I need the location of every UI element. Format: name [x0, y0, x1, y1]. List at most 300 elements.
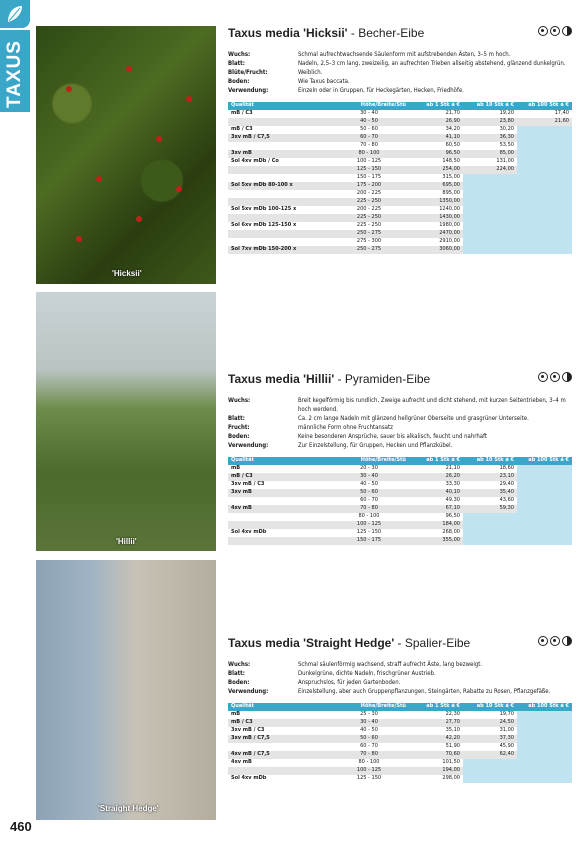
table-cell: Sol 6xv mDb 125-150 x [231, 222, 297, 229]
table-cell: 250 - 275 [329, 246, 409, 254]
table-cell: 200 - 225 [356, 206, 382, 213]
column-header: Höhe/Breite/Stü [329, 703, 409, 711]
partial-shade-icon [550, 26, 560, 36]
table-cell: 50 - 60 [360, 126, 378, 133]
table-cell [517, 222, 572, 230]
column-header: Höhe/Breite/Stü [329, 457, 409, 465]
table-cell: mB [231, 465, 241, 472]
description-value: Anspruchslos, für jeden Gartenboden. [298, 679, 401, 686]
table-cell: 35,10 [445, 727, 460, 734]
table-cell [517, 198, 572, 206]
category-label: TAXUS [4, 40, 25, 108]
description-row [228, 86, 572, 95]
description-key: Wuchs: [228, 51, 251, 58]
table-cell: 35,40 [463, 489, 517, 497]
table-row [228, 759, 572, 767]
table-cell [228, 198, 329, 206]
table-cell: 101,50 [442, 759, 460, 766]
table-cell: 30,20 [499, 126, 514, 133]
column-header: ab 100 Stk á € [517, 457, 572, 465]
table-cell [517, 481, 572, 489]
table-cell [517, 735, 572, 743]
table-cell [517, 711, 572, 719]
table-cell: 17,40 [554, 110, 569, 117]
light-symbols [538, 636, 572, 646]
description-row [228, 432, 572, 441]
table-cell: 70,60 [409, 751, 463, 759]
table-cell: 100 - 125 [329, 767, 409, 775]
table-cell: mB / C3 [228, 473, 329, 481]
column-header: Qualität [228, 703, 329, 711]
photo-caption: 'Hillii' [116, 537, 137, 546]
table-row [228, 206, 572, 214]
table-cell: 59,30 [463, 505, 517, 513]
table-cell: 1350,00 [409, 198, 463, 206]
table-cell: 4xv mB [228, 505, 329, 513]
description-value: Einzeln oder in Gruppen, für Heckegärten, Hecken, Friedhöfe. [298, 87, 464, 94]
table-cell: Sol 4xv mDb / Co [231, 158, 279, 165]
table-cell: 18,60 [499, 465, 514, 472]
column-header: ab 10 Stk á € [463, 457, 517, 465]
table-cell: 20 - 30 [360, 465, 378, 472]
table-row [228, 513, 572, 521]
table-cell: 42,20 [409, 735, 463, 743]
table-cell [517, 142, 572, 150]
description-key: Blüte/Frucht: [228, 69, 268, 76]
sun-icon [538, 636, 548, 646]
table-row [228, 190, 572, 198]
table-cell: mB [231, 711, 241, 718]
table-cell [517, 166, 572, 174]
column-header: ab 1 Stk á € [409, 102, 463, 110]
table-row [228, 751, 572, 759]
column-header: Qualität [228, 457, 329, 465]
table-cell: 40 - 50 [360, 481, 378, 488]
table-row [228, 775, 572, 783]
table-row [228, 150, 572, 158]
table-cell [228, 513, 329, 521]
table-cell: 2470,00 [409, 230, 463, 238]
table-row [228, 719, 572, 727]
table-cell: 21,60 [517, 118, 572, 126]
photo-caption: 'Hicksii' [112, 269, 142, 278]
table-cell [517, 182, 572, 190]
table-cell: 62,40 [463, 751, 517, 759]
product-section-straight-hedge [228, 636, 572, 783]
table-cell [463, 775, 517, 783]
description-row [228, 414, 572, 423]
table-cell: 21,10 [445, 465, 460, 472]
table-cell: 225 - 250 [329, 214, 409, 222]
column-header: ab 10 Stk á € [463, 102, 517, 110]
table-cell: 70 - 80 [329, 505, 409, 513]
table-cell: 33,30 [445, 481, 460, 488]
description-key: Blatt: [228, 670, 245, 677]
table-cell [517, 489, 572, 497]
table-cell [517, 497, 572, 505]
description-value: Ca. 2 cm lange Nadeln mit glänzend hellgrüner Oberseite und grasgrüner Unterseite. [298, 415, 529, 422]
light-symbols [538, 26, 572, 36]
table-cell [517, 465, 572, 473]
table-row [228, 711, 572, 719]
column-header: ab 100 Stk á € [517, 102, 572, 110]
column-header: Höhe/Breite/Stü [329, 102, 409, 110]
table-cell: 3xv mB / C3 [231, 727, 265, 734]
table-cell: 23,10 [463, 473, 517, 481]
table-cell: 27,70 [409, 719, 463, 727]
description-key: Wuchs: [228, 661, 251, 668]
table-cell: 51,90 [445, 743, 460, 750]
photo-hicksii [36, 26, 216, 284]
column-header: ab 100 Stk á € [517, 703, 572, 711]
column-header: ab 1 Stk á € [409, 457, 463, 465]
description-value: Weiblich. [298, 69, 323, 76]
table-cell: 36,30 [463, 134, 517, 142]
table-cell: 1980,00 [439, 222, 460, 229]
table-cell [517, 174, 572, 182]
table-cell [517, 513, 572, 521]
table-cell: 695,00 [409, 182, 463, 190]
table-cell: 80 - 100 [358, 759, 380, 766]
photo-hillii [36, 292, 216, 551]
product-title: Taxus media 'Hicksii' - Becher-Eibe [228, 26, 572, 42]
table-cell: 194,00 [409, 767, 463, 775]
table-cell: 268,00 [442, 529, 460, 536]
table-cell [228, 118, 329, 126]
product-title: Taxus media 'Hillii' - Pyramiden-Eibe [228, 372, 572, 388]
table-cell [463, 246, 517, 254]
table-cell [228, 521, 329, 529]
description-key: Verwendung: [228, 87, 269, 94]
table-row [228, 481, 572, 489]
table-cell [517, 206, 572, 214]
table-row [228, 246, 572, 254]
description-key: Frucht: [228, 424, 250, 431]
shade-icon [562, 372, 572, 382]
description-value: Nadeln, 2,5–3 cm lang, zweizeilig, an aufrechten Trieben allseitig abstehend, glänzend dunkelgrün. [298, 60, 566, 67]
table-cell: 125 - 150 [356, 529, 382, 536]
table-cell: 150 - 175 [329, 537, 409, 545]
leaf-icon [0, 0, 30, 28]
table-cell [228, 537, 329, 545]
table-cell: 315,00 [442, 174, 460, 181]
table-cell: 1430,00 [409, 214, 463, 222]
table-cell [228, 142, 329, 150]
table-cell: 225 - 250 [356, 222, 382, 229]
product-description [228, 660, 572, 696]
sun-icon [538, 372, 548, 382]
table-row [228, 743, 572, 751]
table-cell: 3xv mB [228, 150, 329, 158]
photo-straight-hedge [36, 560, 216, 820]
table-row [228, 158, 572, 166]
description-row [228, 50, 572, 59]
table-cell [463, 529, 517, 537]
table-cell: 148,50 [442, 158, 460, 165]
table-cell [228, 214, 329, 222]
table-cell: 200 - 225 [356, 190, 382, 197]
table-cell: 225 - 250 [329, 198, 409, 206]
table-cell: 40 - 50 [360, 727, 378, 734]
table-cell: mB / C3 [231, 110, 253, 117]
description-row [228, 68, 572, 77]
table-cell [517, 190, 572, 198]
table-cell: Sol 4xv mDb [231, 775, 267, 782]
table-cell: 45,90 [499, 743, 514, 750]
table-row [228, 521, 572, 529]
table-cell: 131,00 [496, 158, 514, 165]
table-cell: 19,20 [499, 110, 514, 117]
table-cell: 85,00 [463, 150, 517, 158]
table-row [228, 727, 572, 735]
table-cell: 25 - 30 [360, 711, 378, 718]
table-cell [517, 767, 572, 775]
table-cell: 19,70 [499, 711, 514, 718]
table-cell [463, 174, 517, 182]
description-value: Breit kegelförmig bis rundlich, Zweige aufrecht und dicht stehend, mit kurzen Seitentrieben, 3–4 m hoch werdend. [298, 397, 566, 413]
table-row [228, 505, 572, 513]
table-cell: 50 - 60 [329, 735, 409, 743]
table-cell: 80 - 100 [329, 150, 409, 158]
price-table [228, 457, 572, 545]
table-cell [463, 230, 517, 238]
column-header: ab 1 Stk á € [409, 703, 463, 711]
table-cell: 100 - 125 [356, 158, 382, 165]
table-cell: 22,30 [445, 711, 460, 718]
column-header: Qualität [228, 102, 329, 110]
table-cell: 67,10 [409, 505, 463, 513]
table-row [228, 198, 572, 206]
table-cell [463, 759, 517, 767]
table-cell: 26,20 [409, 473, 463, 481]
table-cell [517, 134, 572, 142]
shade-icon [562, 26, 572, 36]
table-cell: 37,30 [463, 735, 517, 743]
table-cell: 3xv mB / C7,5 [228, 735, 329, 743]
category-tab [0, 30, 30, 112]
table-cell: 184,00 [409, 521, 463, 529]
table-cell [517, 775, 572, 783]
table-cell: 26,90 [409, 118, 463, 126]
description-row [228, 669, 572, 678]
table-row [228, 222, 572, 230]
table-cell [463, 206, 517, 214]
table-cell: 355,00 [409, 537, 463, 545]
table-cell: 3060,00 [409, 246, 463, 254]
table-cell: 1240,00 [439, 206, 460, 213]
description-key: Verwendung: [228, 442, 269, 449]
table-row [228, 142, 572, 150]
table-cell [228, 166, 329, 174]
table-cell [517, 719, 572, 727]
partial-shade-icon [550, 372, 560, 382]
table-cell [228, 230, 329, 238]
table-cell [517, 126, 572, 134]
table-cell: 298,00 [442, 775, 460, 782]
table-cell [517, 743, 572, 751]
description-key: Wuchs: [228, 397, 251, 404]
table-cell [463, 767, 517, 775]
description-value: Dunkelgrüne, dichte Nadeln, frischgrüner Austrieb. [298, 670, 436, 677]
description-value: Zur Einzelstellung, für Gruppen, Hecken und Pflanzkübel. [298, 442, 453, 449]
table-row [228, 214, 572, 222]
table-cell: 80 - 100 [358, 513, 380, 520]
table-cell: 30 - 40 [360, 110, 378, 117]
table-row [228, 529, 572, 537]
table-cell: 224,00 [463, 166, 517, 174]
description-row [228, 678, 572, 687]
table-cell: 60 - 70 [360, 743, 378, 750]
table-cell [463, 521, 517, 529]
table-cell: 254,00 [409, 166, 463, 174]
table-cell: 96,50 [445, 513, 460, 520]
table-cell: 275 - 300 [356, 238, 382, 245]
table-cell [517, 521, 572, 529]
product-section-hicksii [228, 26, 572, 254]
table-row [228, 174, 572, 182]
table-cell: 125 - 150 [329, 166, 409, 174]
table-cell [517, 473, 572, 481]
table-cell: mB / C3 [231, 126, 253, 133]
table-row [228, 473, 572, 481]
description-value: Schmal säulenförmig wachsend, straff aufrecht Äste, lang bezweigt. [298, 661, 483, 668]
description-value: Schmal aufrechtwachsende Säulenform mit aufstrebenden Ästen, 3–5 m hoch. [298, 51, 511, 58]
description-value: Wie Taxus baccata. [298, 78, 350, 85]
table-cell: 43,60 [499, 497, 514, 504]
description-row [228, 687, 572, 696]
description-value: Einzelstellung, aber auch Gruppenpflanzungen, Steingärten, Rabatte zu Rosen, Pflanzgefäße. [298, 688, 551, 695]
description-value: männliche Form ohne Fruchtansatz [298, 424, 393, 431]
table-cell: 175 - 200 [329, 182, 409, 190]
table-cell: 24,50 [463, 719, 517, 727]
table-cell: 4xv mB [231, 759, 252, 766]
description-row [228, 423, 572, 432]
price-table [228, 102, 572, 254]
table-cell [517, 505, 572, 513]
table-cell: 30 - 40 [329, 719, 409, 727]
description-key: Verwendung: [228, 688, 269, 695]
table-cell: mB / C3 [228, 719, 329, 727]
table-cell: 21,70 [445, 110, 460, 117]
table-row [228, 465, 572, 473]
table-row [228, 134, 572, 142]
table-cell: 29,40 [499, 481, 514, 488]
table-cell [517, 158, 572, 166]
table-cell [228, 767, 329, 775]
table-cell: 23,80 [463, 118, 517, 126]
sidebar [0, 0, 30, 845]
table-cell [517, 759, 572, 767]
table-cell [228, 238, 329, 246]
shade-icon [562, 636, 572, 646]
price-table [228, 703, 572, 783]
table-cell: Sol 4xv mDb [231, 529, 267, 536]
table-row [228, 238, 572, 246]
description-row [228, 396, 572, 414]
table-cell [228, 743, 329, 751]
column-header: ab 10 Stk á € [463, 703, 517, 711]
table-cell [517, 537, 572, 545]
table-cell [463, 222, 517, 230]
product-title: Taxus media 'Straight Hedge' - Spalier-Eibe [228, 636, 572, 652]
table-row [228, 230, 572, 238]
table-cell [517, 238, 572, 246]
table-row [228, 767, 572, 775]
table-cell: 250 - 275 [329, 230, 409, 238]
light-symbols [538, 372, 572, 382]
table-cell: 150 - 175 [356, 174, 382, 181]
table-cell: Sol 5xv mDb 100-125 x [231, 206, 297, 213]
table-row [228, 182, 572, 190]
table-cell: 60 - 70 [360, 497, 378, 504]
table-cell: 96,50 [409, 150, 463, 158]
table-cell [463, 214, 517, 222]
table-cell [463, 537, 517, 545]
table-cell [517, 214, 572, 222]
page-number: 460 [10, 819, 32, 834]
description-row [228, 660, 572, 669]
table-row [228, 735, 572, 743]
table-row [228, 118, 572, 126]
product-description [228, 50, 572, 95]
product-section-hillii [228, 372, 572, 545]
table-cell [517, 751, 572, 759]
table-cell [463, 513, 517, 521]
table-cell: 34,20 [445, 126, 460, 133]
table-cell: 70 - 80 [360, 142, 378, 149]
table-row [228, 497, 572, 505]
description-key: Blatt: [228, 60, 245, 67]
table-cell: 4xv mB / C7,5 [228, 751, 329, 759]
partial-shade-icon [550, 636, 560, 646]
table-cell: 60 - 70 [329, 134, 409, 142]
table-cell [463, 182, 517, 190]
table-cell: 53,50 [499, 142, 514, 149]
table-cell [517, 150, 572, 158]
table-cell: 100 - 125 [329, 521, 409, 529]
table-cell: 41,10 [409, 134, 463, 142]
table-cell: 30 - 40 [329, 473, 409, 481]
table-cell: 50 - 60 [329, 489, 409, 497]
table-cell: 60,50 [445, 142, 460, 149]
description-row [228, 441, 572, 450]
table-row [228, 537, 572, 545]
table-row [228, 110, 572, 118]
photo-caption: 'Straight Hedge' [98, 804, 159, 813]
description-key: Blatt: [228, 415, 245, 422]
description-value: Keine besonderen Ansprüche, sauer bis alkalisch, feucht und nahrhaft [298, 433, 487, 440]
table-cell: 40 - 50 [329, 118, 409, 126]
table-cell: 895,00 [442, 190, 460, 197]
table-row [228, 126, 572, 134]
table-cell: 3xv mB / C3 [231, 481, 265, 488]
table-cell [517, 246, 572, 254]
description-key: Boden: [228, 78, 250, 85]
table-cell: 3xv mB [228, 489, 329, 497]
table-cell [463, 198, 517, 206]
table-cell: 31,00 [499, 727, 514, 734]
table-cell: 40,10 [409, 489, 463, 497]
table-cell [463, 238, 517, 246]
table-cell [228, 174, 329, 182]
table-cell: 2910,00 [439, 238, 460, 245]
table-cell [463, 190, 517, 198]
description-key: Boden: [228, 433, 250, 440]
table-cell [228, 497, 329, 505]
table-cell: 125 - 150 [356, 775, 382, 782]
table-cell: 3xv mB / C7,5 [228, 134, 329, 142]
description-row [228, 77, 572, 86]
